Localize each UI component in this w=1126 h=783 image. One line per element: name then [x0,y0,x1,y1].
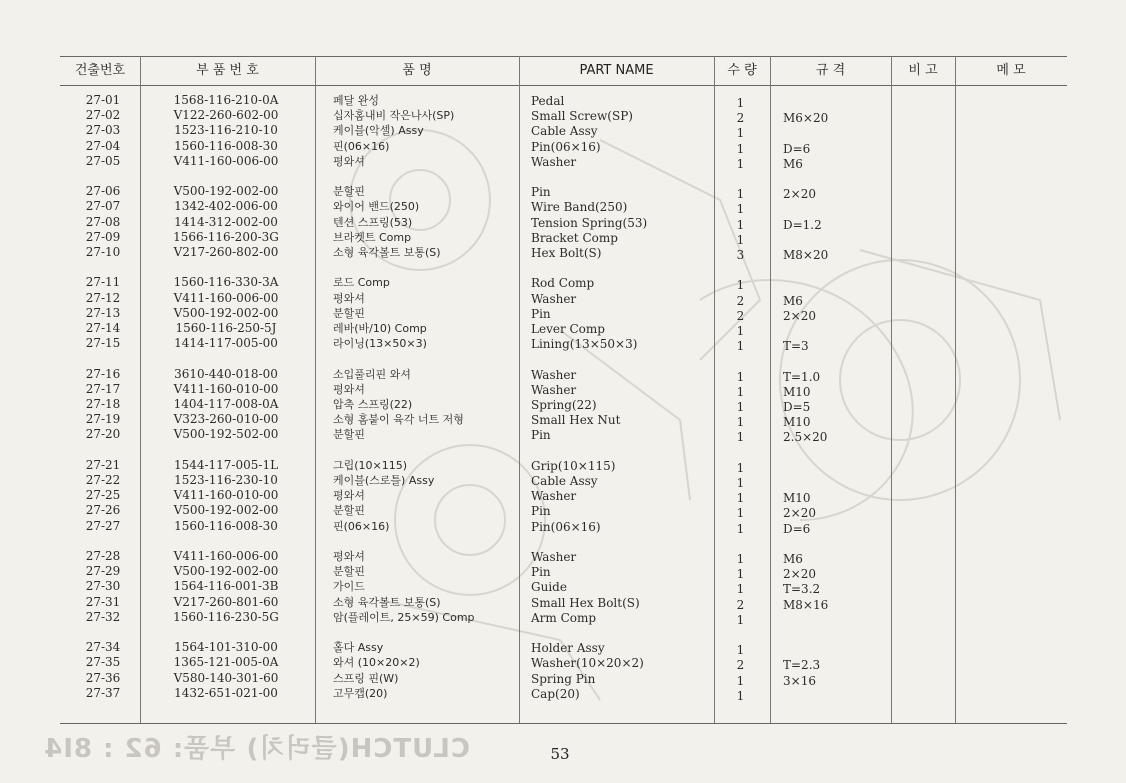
part-spec: D=1.2 [783,217,822,232]
part-name-en: Cable Assy [531,124,598,139]
part-name-en: Grip(10×115) [531,458,616,473]
part-name-kr: 평와셔 [333,550,365,563]
part-number: V500-192-002-00 [173,503,279,518]
part-index: 27-27 [85,518,121,533]
part-number: 1560-116-330-3A [173,275,279,290]
part-number: V580-140-301-60 [173,670,279,685]
part-number: 1560-116-008-30 [174,518,278,533]
part-index: 27-14 [85,321,121,335]
part-spec: M6 [783,156,803,171]
part-index: 27-25 [85,488,121,503]
part-quantity: 1 [736,187,745,202]
part-spec: M10 [783,491,811,506]
part-name-kr: 로드 Comp [333,276,390,290]
part-name-kr: 브라켓트 Comp [333,230,412,244]
part-number: V411-160-006-00 [173,153,279,168]
part-quantity: 1 [736,278,745,293]
part-quantity: 1 [736,476,745,490]
part-index: 27-12 [85,290,121,305]
part-spec: M6 [783,552,803,566]
part-spec: T=1.0 [783,369,821,384]
part-number: V217-260-802-00 [173,245,279,259]
part-quantity: 1 [736,460,745,475]
part-name-en: Pin [531,504,551,519]
part-name-kr: 홀다 Assy [333,641,384,655]
part-name-en: Small Screw(SP) [531,109,633,124]
part-name-kr: 가이드 [333,580,365,594]
part-quantity: 1 [736,582,745,597]
part-name-kr: 평와셔 [333,154,365,168]
part-index: 27-19 [85,412,121,427]
part-index: 27-20 [85,427,121,442]
part-name-en: Holder Assy [531,641,605,656]
part-quantity: 1 [736,430,745,445]
part-spec: D=5 [783,400,811,414]
part-spec: 2.5×20 [783,430,828,445]
part-quantity: 1 [736,96,745,110]
part-name-en: Cable Assy [531,474,598,488]
part-name-en: Washer [531,550,577,564]
part-name-en: Washer [531,154,577,169]
part-number: V217-260-801-60 [173,594,279,609]
part-name-kr: 레바(바/10) Comp [333,322,427,335]
part-spec: 2×20 [783,308,816,323]
part-index: 27-09 [85,229,121,244]
part-quantity: 1 [736,415,745,430]
part-name-kr: 텐션 스프링(53) [333,215,413,229]
part-name-kr: 소형 육각볼트 보통(S) [333,595,441,609]
part-name-en: Spring(22) [531,398,597,412]
table-header-border [60,85,1067,86]
header-spec: 규 격 [815,63,846,78]
part-index: 27-13 [85,305,121,320]
part-index: 27-16 [85,366,121,381]
part-index: 27-04 [85,138,121,153]
header-part-no: 부 품 번 호 [196,63,259,78]
part-quantity: 1 [736,400,745,414]
part-spec: 2×20 [783,567,816,582]
table-bottom-border [60,723,1067,724]
part-quantity: 1 [736,324,745,338]
part-name-kr: 평와셔 [333,382,365,396]
part-number: 1365-121-005-0A [173,655,279,670]
part-index: 27-10 [85,245,121,259]
part-name-en: Lining(13×50×3) [531,337,638,352]
part-name-kr: 와이어 밴드(250) [333,200,420,214]
part-spec: M6×20 [783,111,829,126]
part-name-en: Washer [531,382,577,397]
part-number: 1564-101-310-00 [174,640,278,655]
part-name-en: Pin(06×16) [531,519,601,534]
header-no: 건출번호 [74,63,126,78]
part-spec: D=6 [783,521,811,536]
part-name-en: Washer [531,367,577,382]
part-number: 1560-116-008-30 [174,138,278,153]
part-index: 27-30 [85,579,121,594]
part-name-kr: 케이블(악셀) Assy [333,124,424,138]
part-index: 27-08 [85,214,121,229]
part-name-kr: 분할핀 [333,306,365,320]
part-spec: M10 [783,384,811,399]
part-name-kr: 압축 스프링(22) [333,398,413,411]
part-index: 27-15 [85,336,121,351]
part-quantity: 1 [736,369,745,384]
part-quantity: 1 [736,384,745,399]
part-spec: 2×20 [783,187,816,202]
part-name-en: Spring Pin [531,671,596,686]
part-spec: M6 [783,293,803,308]
part-quantity: 1 [736,521,745,536]
part-name-kr: 소형 홈붙이 육각 너트 저형 [333,413,464,427]
part-number: 1414-117-005-00 [174,336,278,351]
part-name-kr: 핀(06×16) [333,139,390,153]
part-name-kr: 소형 육각볼트 보통(S) [333,246,441,259]
part-spec: M10 [783,415,811,430]
part-name-kr: 페달 완성 [333,94,380,107]
part-spec: T=2.3 [783,658,821,673]
part-quantity: 1 [736,491,745,506]
part-number: V500-192-002-00 [173,305,279,320]
part-name-kr: 라이닝(13×50×3) [333,337,427,351]
part-name-kr: 스프링 핀(W) [333,671,399,685]
part-number: 1414-312-002-00 [174,214,278,229]
column-divider [519,56,520,723]
column-divider [315,56,316,723]
header-name-kr: 품 명 [402,63,432,78]
part-quantity: 1 [736,612,745,627]
part-index: 27-29 [85,564,121,579]
part-name-en: Tension Spring(53) [531,215,648,230]
part-name-en: Pin(06×16) [531,139,601,154]
part-name-kr: 와셔 (10×20×2) [333,656,420,670]
part-name-kr: 십자홈내비 작은나사(SP) [333,109,455,123]
part-index: 27-11 [85,275,121,290]
part-index: 27-37 [85,685,121,700]
part-spec: M8×20 [783,248,829,262]
part-spec: M8×16 [783,597,829,612]
part-number: 1560-116-230-5G [173,609,279,624]
part-name-en: Bracket Comp [531,230,618,245]
column-divider [140,56,141,723]
part-name-en: Rod Comp [531,276,595,291]
part-number: V122-260-602-00 [173,108,279,123]
part-name-kr: 평와셔 [333,291,365,305]
part-index: 27-34 [85,640,121,655]
part-name-en: Pin [531,306,551,321]
part-index: 27-28 [85,549,121,563]
part-number: V500-192-002-00 [173,564,279,579]
part-name-kr: 분할핀 [333,565,365,579]
part-index: 27-35 [85,655,121,670]
part-quantity: 1 [736,141,745,156]
part-number: V500-192-502-00 [173,427,279,442]
part-name-en: Guide [531,580,567,595]
part-index: 27-07 [85,199,121,214]
part-number: 1560-116-250-5J [175,321,277,335]
part-index: 27-03 [85,123,121,138]
part-number: V411-160-010-00 [173,488,279,503]
part-number: 1568-116-210-0A [173,93,279,107]
header-part-name: PART NAME [579,63,654,78]
part-index: 27-06 [85,184,121,199]
part-index: 27-22 [85,473,121,487]
part-number: V411-160-006-00 [173,290,279,305]
part-number: V323-260-010-00 [173,412,279,427]
part-name-kr: 분할핀 [333,185,365,199]
part-quantity: 2 [736,293,745,308]
part-quantity: 1 [736,217,745,232]
part-number: 1523-116-210-10 [174,123,278,138]
part-index: 27-01 [85,93,121,107]
part-name-kr: 암(플레이트, 25×59) Comp [333,610,475,624]
part-name-kr: 분할핀 [333,504,365,518]
part-quantity: 1 [736,126,745,141]
part-number: V411-160-010-00 [173,381,279,396]
part-name-kr: 그립(10×115) [333,458,408,472]
part-spec: D=6 [783,141,811,156]
part-number: 1544-117-005-1L [173,457,279,472]
part-quantity: 2 [736,597,745,612]
part-quantity: 1 [736,552,745,566]
page-number: 53 [550,745,570,763]
part-name-kr: 평와셔 [333,489,365,503]
part-number: 1523-116-230-10 [174,473,278,487]
column-divider [955,56,956,723]
part-name-en: Washer [531,489,577,504]
part-name-kr: 소입풀리핀 와셔 [333,367,411,381]
part-quantity: 1 [736,643,745,658]
part-index: 27-05 [85,153,121,168]
part-quantity: 1 [736,339,745,354]
part-quantity: 1 [736,156,745,171]
part-name-en: Arm Comp [531,610,597,625]
part-quantity: 1 [736,688,745,703]
part-index: 27-18 [85,397,121,411]
part-index: 27-17 [85,381,121,396]
part-name-kr: 고무캡(20) [333,686,388,700]
part-name-en: Hex Bolt(S) [531,246,602,260]
part-quantity: 1 [736,232,745,247]
header-note: 비 고 [908,63,938,78]
part-name-en: Pin [531,428,551,443]
part-name-kr: 케이블(스로틀) Assy [333,474,435,487]
ghost-footer-text: CLUTCH(클러치) 부품: 62 : 8I4 [43,734,470,764]
part-index: 27-31 [85,594,121,609]
header-qty: 수 량 [727,63,757,78]
header-memo: 메 모 [996,63,1026,78]
part-name-en: Washer [531,291,577,306]
part-index: 27-26 [85,503,121,518]
part-spec: 2×20 [783,506,816,521]
part-name-en: Cap(20) [531,686,580,701]
part-spec: 3×16 [783,673,816,688]
part-number: V500-192-002-00 [173,184,279,199]
part-quantity: 2 [736,658,745,673]
part-quantity: 1 [736,673,745,688]
part-index: 27-36 [85,670,121,685]
part-quantity: 3 [736,248,745,262]
part-number: V411-160-006-00 [173,549,279,563]
part-name-en: Lever Comp [531,322,605,336]
part-number: 1432-651-021-00 [174,685,278,700]
part-name-kr: 핀(06×16) [333,519,390,533]
column-divider [770,56,771,723]
column-divider [891,56,892,723]
part-name-en: Pedal [531,94,565,108]
part-spec: T=3.2 [783,582,821,597]
part-quantity: 1 [736,567,745,582]
part-number: 1342-402-006-00 [174,199,278,214]
part-name-en: Pin [531,565,551,580]
part-name-en: Pin [531,185,551,200]
part-quantity: 2 [736,308,745,323]
part-name-kr: 분할핀 [333,428,365,442]
part-name-en: Small Hex Bolt(S) [531,595,640,610]
part-number: 1566-116-200-3G [173,229,279,244]
part-quantity: 1 [736,202,745,217]
part-index: 27-02 [85,108,121,123]
part-name-en: Washer(10×20×2) [531,656,644,671]
part-name-en: Small Hex Nut [531,413,621,428]
part-name-en: Wire Band(250) [531,200,628,215]
part-number: 1564-116-001-3B [173,579,279,594]
part-number: 3610-440-018-00 [174,366,278,381]
part-number: 1404-117-008-0A [173,397,279,411]
part-index: 27-21 [85,457,121,472]
part-quantity: 2 [736,111,745,126]
part-quantity: 1 [736,506,745,521]
part-index: 27-32 [85,609,121,624]
part-spec: T=3 [783,339,809,354]
